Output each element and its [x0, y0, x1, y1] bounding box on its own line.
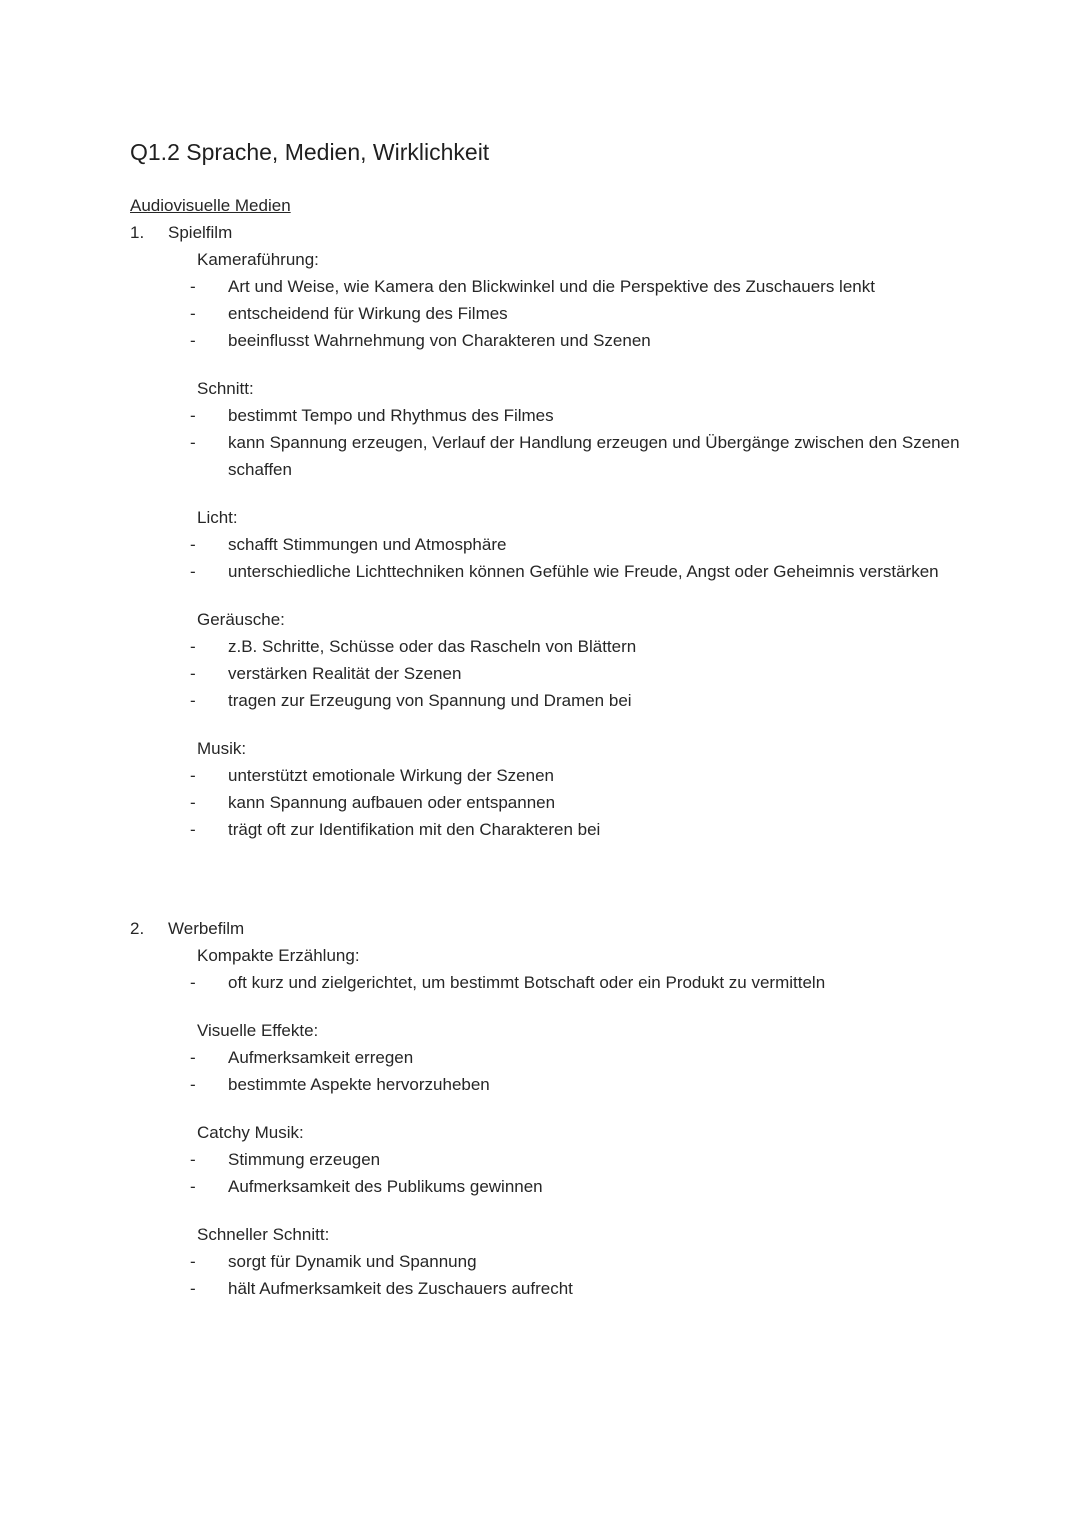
group-heading: Licht: [197, 507, 238, 527]
group-heading: Catchy Musik: [197, 1122, 304, 1142]
bullet-list [190, 633, 985, 714]
bullet-list [190, 1044, 985, 1098]
dash-bullet: - [190, 303, 196, 323]
group-heading: Visuelle Effekte: [197, 1020, 319, 1040]
bullet-list [190, 762, 985, 843]
list-item [190, 687, 985, 714]
list-item [190, 816, 985, 843]
topic-group [190, 606, 985, 714]
list-item [190, 762, 985, 789]
list-item-text: Aufmerksamkeit erregen [228, 1047, 414, 1067]
dash-bullet: - [190, 1074, 196, 1094]
bullet-list [190, 273, 985, 354]
list-item-text: z.B. Schritte, Schüsse oder das Rascheln von Blättern [228, 636, 637, 656]
list-item [190, 1146, 985, 1173]
list-item [190, 531, 985, 558]
bullet-list [190, 969, 985, 996]
list-item-text: hält Aufmerksamkeit des Zuschauers aufrecht [228, 1278, 573, 1298]
list-item-text: unterstützt emotionale Wirkung der Szenen [228, 765, 555, 785]
section-title: Spielfilm [168, 222, 233, 242]
list-item-text: entscheidend für Wirkung des Filmes [228, 303, 508, 323]
list-item-text: tragen zur Erzeugung von Spannung und Dramen bei [228, 690, 632, 710]
dash-bullet: - [190, 972, 196, 992]
dash-bullet: - [190, 405, 196, 425]
page-title: Q1.2 Sprache, Medien, Wirklichkeit [130, 139, 490, 165]
list-item-text: schafft Stimmungen und Atmosphäre [228, 534, 507, 554]
list-item-text: bestimmte Aspekte hervorzuheben [228, 1074, 490, 1094]
dash-bullet: - [190, 1149, 196, 1169]
dash-bullet: - [190, 276, 196, 296]
dash-bullet: - [190, 432, 196, 452]
list-item [190, 969, 985, 996]
bullet-list [190, 531, 985, 585]
list-item-text: oft kurz und zielgerichtet, um bestimmt Botschaft oder ein Produkt zu vermitteln [228, 972, 826, 992]
list-item [190, 558, 985, 585]
group-heading: Musik: [197, 738, 247, 758]
list-item [190, 789, 985, 816]
group-heading: Geräusche: [197, 609, 285, 629]
section-header [130, 219, 985, 246]
list-item [190, 1044, 985, 1071]
list-item-text: Aufmerksamkeit des Publikums gewinnen [228, 1176, 543, 1196]
topic-group [190, 1119, 985, 1200]
topic-group [190, 942, 985, 996]
bullet-list [190, 1146, 985, 1200]
list-item-text: trägt oft zur Identifikation mit den Charakteren bei [228, 819, 601, 839]
sections-container [130, 219, 985, 1302]
list-item-text: sorgt für Dynamik und Spannung [228, 1251, 477, 1271]
list-item [190, 402, 985, 429]
dash-bullet: - [190, 765, 196, 785]
topic-group [190, 504, 985, 585]
list-item [190, 273, 985, 300]
section-header [130, 915, 985, 942]
section-body [190, 246, 985, 843]
list-item-text: verstärken Realität der Szenen [228, 663, 462, 683]
dash-bullet: - [190, 1176, 196, 1196]
topic-group [190, 1017, 985, 1098]
list-item-text: unterschiedliche Lichttechniken können Gefühle wie Freude, Angst oder Geheimnis verstärken [228, 561, 939, 581]
list-item [190, 429, 985, 483]
list-item [190, 1173, 985, 1200]
list-item-text: kann Spannung erzeugen, Verlauf der Handlung erzeugen und Übergänge zwischen den Szenen schaffen [228, 432, 960, 479]
section-heading: Audiovisuelle Medien [130, 195, 291, 215]
list-item [190, 1248, 985, 1275]
dash-bullet: - [190, 792, 196, 812]
dash-bullet: - [190, 636, 196, 656]
list-item [190, 1071, 985, 1098]
dash-bullet: - [190, 1251, 196, 1271]
group-heading: Kameraführung: [197, 249, 319, 269]
list-item [190, 660, 985, 687]
list-item [190, 633, 985, 660]
numbered-section [130, 915, 985, 1302]
bullet-list [190, 1248, 985, 1302]
dash-bullet: - [190, 690, 196, 710]
dash-bullet: - [190, 1278, 196, 1298]
list-item-text: bestimmt Tempo und Rhythmus des Filmes [228, 405, 554, 425]
group-heading: Kompakte Erzählung: [197, 945, 360, 965]
topic-group [190, 735, 985, 843]
bullet-list [190, 402, 985, 483]
dash-bullet: - [190, 561, 196, 581]
topic-group [190, 375, 985, 483]
dash-bullet: - [190, 1047, 196, 1067]
dash-bullet: - [190, 819, 196, 839]
list-item [190, 300, 985, 327]
list-item-text: beeinflusst Wahrnehmung von Charakteren und Szenen [228, 330, 651, 350]
section-title: Werbefilm [168, 918, 245, 938]
numbered-section [130, 219, 985, 843]
list-item [190, 327, 985, 354]
section-number: 1. [130, 222, 145, 242]
list-item-text: Art und Weise, wie Kamera den Blickwinkel und die Perspektive des Zuschauers lenkt [228, 276, 875, 296]
section-number: 2. [130, 918, 145, 938]
list-item-text: kann Spannung aufbauen oder entspannen [228, 792, 556, 812]
dash-bullet: - [190, 330, 196, 350]
dash-bullet: - [190, 663, 196, 683]
group-heading: Schneller Schnitt: [197, 1224, 330, 1244]
topic-group [190, 1221, 985, 1302]
list-item [190, 1275, 985, 1302]
section-body [190, 942, 985, 1302]
list-item-text: Stimmung erzeugen [228, 1149, 381, 1169]
dash-bullet: - [190, 534, 196, 554]
topic-group [190, 246, 985, 354]
group-heading: Schnitt: [197, 378, 254, 398]
